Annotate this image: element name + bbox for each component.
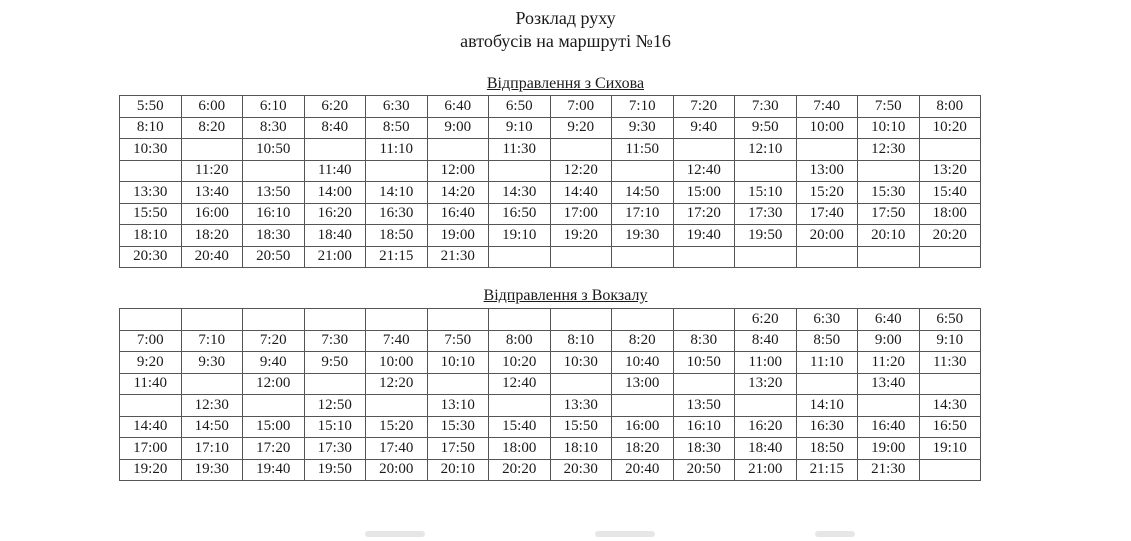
time-cell xyxy=(489,395,551,417)
time-cell: 16:20 xyxy=(735,416,797,438)
time-cell: 6:50 xyxy=(489,96,551,118)
time-cell xyxy=(858,160,920,182)
time-cell: 6:40 xyxy=(858,309,920,331)
time-cell: 10:20 xyxy=(489,352,551,374)
time-cell xyxy=(120,395,182,417)
time-cell xyxy=(735,160,797,182)
time-cell xyxy=(673,139,735,161)
time-cell: 18:50 xyxy=(366,225,428,247)
time-cell: 15:40 xyxy=(919,182,981,204)
time-cell: 10:20 xyxy=(919,117,981,139)
time-cell: 13:30 xyxy=(550,395,612,417)
time-cell: 17:50 xyxy=(427,438,489,460)
time-cell: 9:30 xyxy=(612,117,674,139)
time-cell: 16:00 xyxy=(612,416,674,438)
time-cell: 21:15 xyxy=(366,246,428,268)
time-cell xyxy=(919,139,981,161)
time-cell: 18:40 xyxy=(735,438,797,460)
time-cell: 12:10 xyxy=(735,139,797,161)
time-cell: 17:40 xyxy=(796,203,858,225)
time-cell: 13:40 xyxy=(858,373,920,395)
time-cell: 7:20 xyxy=(243,330,305,352)
time-cell: 14:40 xyxy=(120,416,182,438)
time-cell: 14:30 xyxy=(919,395,981,417)
time-cell: 13:00 xyxy=(796,160,858,182)
time-cell: 17:20 xyxy=(673,203,735,225)
time-cell: 6:00 xyxy=(181,96,243,118)
time-cell: 13:50 xyxy=(243,182,305,204)
time-cell: 14:10 xyxy=(366,182,428,204)
table-row xyxy=(120,117,981,139)
time-cell: 18:10 xyxy=(550,438,612,460)
time-cell: 6:30 xyxy=(796,309,858,331)
time-cell: 8:10 xyxy=(120,117,182,139)
time-cell: 11:20 xyxy=(181,160,243,182)
time-cell: 19:00 xyxy=(427,225,489,247)
time-cell: 13:40 xyxy=(181,182,243,204)
time-cell: 6:50 xyxy=(919,309,981,331)
time-cell xyxy=(550,373,612,395)
time-cell: 16:40 xyxy=(427,203,489,225)
time-cell: 20:00 xyxy=(796,225,858,247)
time-cell: 17:50 xyxy=(858,203,920,225)
time-cell: 13:00 xyxy=(612,373,674,395)
time-cell: 18:10 xyxy=(120,225,182,247)
time-cell xyxy=(427,309,489,331)
time-cell: 6:20 xyxy=(735,309,797,331)
time-cell: 17:10 xyxy=(612,203,674,225)
time-cell xyxy=(673,246,735,268)
time-cell xyxy=(550,246,612,268)
time-cell xyxy=(181,139,243,161)
time-cell: 13:20 xyxy=(735,373,797,395)
time-cell: 8:00 xyxy=(919,96,981,118)
time-cell: 16:50 xyxy=(489,203,551,225)
time-cell: 11:50 xyxy=(612,139,674,161)
section-title-vokzal: Відправлення з Вокзалу xyxy=(483,287,648,304)
time-cell: 13:20 xyxy=(919,160,981,182)
time-cell: 19:10 xyxy=(489,225,551,247)
time-cell: 20:40 xyxy=(181,246,243,268)
time-cell: 19:40 xyxy=(673,225,735,247)
time-cell: 18:30 xyxy=(243,225,305,247)
time-cell: 9:00 xyxy=(858,330,920,352)
time-cell xyxy=(427,139,489,161)
time-cell xyxy=(612,395,674,417)
time-cell: 17:10 xyxy=(181,438,243,460)
time-cell: 14:50 xyxy=(612,182,674,204)
time-cell: 21:30 xyxy=(427,246,489,268)
time-cell xyxy=(550,139,612,161)
time-cell: 9:10 xyxy=(919,330,981,352)
time-cell: 16:40 xyxy=(858,416,920,438)
time-cell: 19:20 xyxy=(120,459,182,481)
time-cell: 13:50 xyxy=(673,395,735,417)
time-cell: 14:30 xyxy=(489,182,551,204)
time-cell: 20:30 xyxy=(550,459,612,481)
time-cell xyxy=(243,160,305,182)
time-cell: 11:30 xyxy=(489,139,551,161)
time-cell: 11:40 xyxy=(120,373,182,395)
table-row xyxy=(120,309,981,331)
table-row xyxy=(120,416,981,438)
time-cell: 9:50 xyxy=(304,352,366,374)
time-cell: 17:30 xyxy=(304,438,366,460)
time-cell: 11:00 xyxy=(735,352,797,374)
time-cell: 10:00 xyxy=(366,352,428,374)
time-cell xyxy=(919,373,981,395)
time-cell: 16:30 xyxy=(796,416,858,438)
time-cell: 10:40 xyxy=(612,352,674,374)
time-cell xyxy=(673,309,735,331)
time-cell: 8:00 xyxy=(489,330,551,352)
time-cell xyxy=(366,160,428,182)
time-cell xyxy=(858,395,920,417)
time-cell: 8:40 xyxy=(304,117,366,139)
time-cell xyxy=(612,309,674,331)
cropped-text-fragment xyxy=(365,531,425,537)
time-cell: 11:10 xyxy=(366,139,428,161)
time-cell: 14:10 xyxy=(796,395,858,417)
time-cell: 19:50 xyxy=(735,225,797,247)
time-cell: 14:50 xyxy=(181,416,243,438)
time-cell xyxy=(550,309,612,331)
time-cell: 8:40 xyxy=(735,330,797,352)
schedule-table-sykhiv xyxy=(119,95,981,268)
time-cell xyxy=(735,395,797,417)
time-cell: 16:20 xyxy=(304,203,366,225)
table-row xyxy=(120,330,981,352)
time-cell: 18:40 xyxy=(304,225,366,247)
time-cell xyxy=(304,139,366,161)
time-cell: 12:40 xyxy=(489,373,551,395)
table-row xyxy=(120,438,981,460)
time-cell: 10:30 xyxy=(120,139,182,161)
time-cell xyxy=(796,246,858,268)
time-cell: 7:40 xyxy=(796,96,858,118)
time-cell: 10:00 xyxy=(796,117,858,139)
cropped-text-fragment xyxy=(595,531,655,537)
time-cell: 14:00 xyxy=(304,182,366,204)
time-cell: 21:15 xyxy=(796,459,858,481)
time-cell xyxy=(673,373,735,395)
time-cell: 11:10 xyxy=(796,352,858,374)
time-cell: 15:10 xyxy=(735,182,797,204)
table-row xyxy=(120,373,981,395)
time-cell: 18:00 xyxy=(489,438,551,460)
table-row xyxy=(120,352,981,374)
time-cell: 7:00 xyxy=(120,330,182,352)
time-cell: 8:50 xyxy=(366,117,428,139)
time-cell: 7:50 xyxy=(858,96,920,118)
time-cell: 15:00 xyxy=(243,416,305,438)
time-cell xyxy=(120,160,182,182)
time-cell: 15:00 xyxy=(673,182,735,204)
time-cell xyxy=(796,373,858,395)
time-cell: 20:10 xyxy=(858,225,920,247)
time-cell xyxy=(489,246,551,268)
time-cell: 8:30 xyxy=(673,330,735,352)
time-cell: 18:20 xyxy=(612,438,674,460)
time-cell: 7:30 xyxy=(735,96,797,118)
time-cell: 16:00 xyxy=(181,203,243,225)
time-cell: 21:30 xyxy=(858,459,920,481)
time-cell xyxy=(243,395,305,417)
time-cell: 13:30 xyxy=(120,182,182,204)
time-cell: 6:10 xyxy=(243,96,305,118)
time-cell: 15:20 xyxy=(366,416,428,438)
time-cell: 10:50 xyxy=(673,352,735,374)
time-cell: 11:40 xyxy=(304,160,366,182)
time-cell: 15:50 xyxy=(550,416,612,438)
table-row xyxy=(120,182,981,204)
time-cell: 12:30 xyxy=(858,139,920,161)
time-cell: 6:40 xyxy=(427,96,489,118)
time-cell: 12:00 xyxy=(427,160,489,182)
time-cell: 9:40 xyxy=(673,117,735,139)
table-row xyxy=(120,246,981,268)
time-cell: 15:20 xyxy=(796,182,858,204)
time-cell xyxy=(304,309,366,331)
time-cell xyxy=(489,309,551,331)
schedule-table-vokzal xyxy=(119,308,981,481)
time-cell: 7:10 xyxy=(181,330,243,352)
time-cell: 17:30 xyxy=(735,203,797,225)
time-cell: 6:30 xyxy=(366,96,428,118)
table-row xyxy=(120,459,981,481)
time-cell: 13:10 xyxy=(427,395,489,417)
time-cell: 7:40 xyxy=(366,330,428,352)
time-cell: 7:20 xyxy=(673,96,735,118)
time-cell: 12:50 xyxy=(304,395,366,417)
time-cell: 9:40 xyxy=(243,352,305,374)
time-cell: 8:50 xyxy=(796,330,858,352)
time-cell: 14:20 xyxy=(427,182,489,204)
time-cell: 10:10 xyxy=(427,352,489,374)
time-cell: 20:50 xyxy=(243,246,305,268)
time-cell xyxy=(243,309,305,331)
time-cell: 9:00 xyxy=(427,117,489,139)
time-cell: 16:10 xyxy=(243,203,305,225)
time-cell: 12:20 xyxy=(550,160,612,182)
time-cell xyxy=(735,246,797,268)
time-cell xyxy=(858,246,920,268)
time-cell: 12:20 xyxy=(366,373,428,395)
time-cell: 19:00 xyxy=(858,438,920,460)
time-cell: 8:30 xyxy=(243,117,305,139)
time-cell: 15:30 xyxy=(858,182,920,204)
time-cell: 17:20 xyxy=(243,438,305,460)
time-cell: 10:50 xyxy=(243,139,305,161)
time-cell xyxy=(181,373,243,395)
time-cell xyxy=(919,246,981,268)
time-cell: 19:20 xyxy=(550,225,612,247)
time-cell: 5:50 xyxy=(120,96,182,118)
time-cell xyxy=(919,459,981,481)
time-cell: 11:30 xyxy=(919,352,981,374)
time-cell: 19:50 xyxy=(304,459,366,481)
time-cell: 19:30 xyxy=(612,225,674,247)
table-row xyxy=(120,225,981,247)
time-cell: 20:50 xyxy=(673,459,735,481)
time-cell: 16:50 xyxy=(919,416,981,438)
time-cell: 15:40 xyxy=(489,416,551,438)
time-cell: 10:30 xyxy=(550,352,612,374)
time-cell: 18:30 xyxy=(673,438,735,460)
time-cell xyxy=(304,373,366,395)
time-cell: 9:10 xyxy=(489,117,551,139)
time-cell: 9:20 xyxy=(550,117,612,139)
time-cell: 8:20 xyxy=(612,330,674,352)
document-title-line2: автобусів на маршруті №16 xyxy=(460,31,671,51)
time-cell: 16:30 xyxy=(366,203,428,225)
time-cell: 19:40 xyxy=(243,459,305,481)
time-cell xyxy=(427,373,489,395)
table-row xyxy=(120,203,981,225)
time-cell xyxy=(366,395,428,417)
time-cell xyxy=(796,139,858,161)
time-cell: 15:10 xyxy=(304,416,366,438)
time-cell: 19:10 xyxy=(919,438,981,460)
time-cell: 7:50 xyxy=(427,330,489,352)
time-cell: 19:30 xyxy=(181,459,243,481)
time-cell: 20:20 xyxy=(919,225,981,247)
time-cell: 7:30 xyxy=(304,330,366,352)
time-cell: 9:30 xyxy=(181,352,243,374)
time-cell: 20:10 xyxy=(427,459,489,481)
time-cell: 18:50 xyxy=(796,438,858,460)
time-cell: 12:00 xyxy=(243,373,305,395)
time-cell: 20:00 xyxy=(366,459,428,481)
time-cell: 8:20 xyxy=(181,117,243,139)
time-cell: 7:00 xyxy=(550,96,612,118)
time-cell: 14:40 xyxy=(550,182,612,204)
time-cell: 15:50 xyxy=(120,203,182,225)
table-row xyxy=(120,160,981,182)
time-cell xyxy=(120,309,182,331)
time-cell: 18:00 xyxy=(919,203,981,225)
table-row xyxy=(120,395,981,417)
cropped-text-fragment xyxy=(815,531,855,537)
time-cell: 12:30 xyxy=(181,395,243,417)
time-cell: 20:20 xyxy=(489,459,551,481)
time-cell: 21:00 xyxy=(304,246,366,268)
time-cell: 21:00 xyxy=(735,459,797,481)
table-row xyxy=(120,139,981,161)
time-cell: 7:10 xyxy=(612,96,674,118)
time-cell xyxy=(181,309,243,331)
time-cell: 9:20 xyxy=(120,352,182,374)
time-cell: 10:10 xyxy=(858,117,920,139)
time-cell xyxy=(489,160,551,182)
time-cell xyxy=(366,309,428,331)
table-row xyxy=(120,96,981,118)
time-cell: 15:30 xyxy=(427,416,489,438)
section-title-sykhiv: Відправлення з Сихова xyxy=(486,75,645,92)
time-cell xyxy=(612,160,674,182)
time-cell: 18:20 xyxy=(181,225,243,247)
time-cell: 12:40 xyxy=(673,160,735,182)
time-cell: 16:10 xyxy=(673,416,735,438)
time-cell: 11:20 xyxy=(858,352,920,374)
time-cell xyxy=(612,246,674,268)
time-cell: 17:40 xyxy=(366,438,428,460)
time-cell: 8:10 xyxy=(550,330,612,352)
time-cell: 17:00 xyxy=(120,438,182,460)
time-cell: 20:40 xyxy=(612,459,674,481)
time-cell: 20:30 xyxy=(120,246,182,268)
document-title-line1: Розклад руху xyxy=(515,8,616,28)
time-cell: 6:20 xyxy=(304,96,366,118)
time-cell: 17:00 xyxy=(550,203,612,225)
time-cell: 9:50 xyxy=(735,117,797,139)
